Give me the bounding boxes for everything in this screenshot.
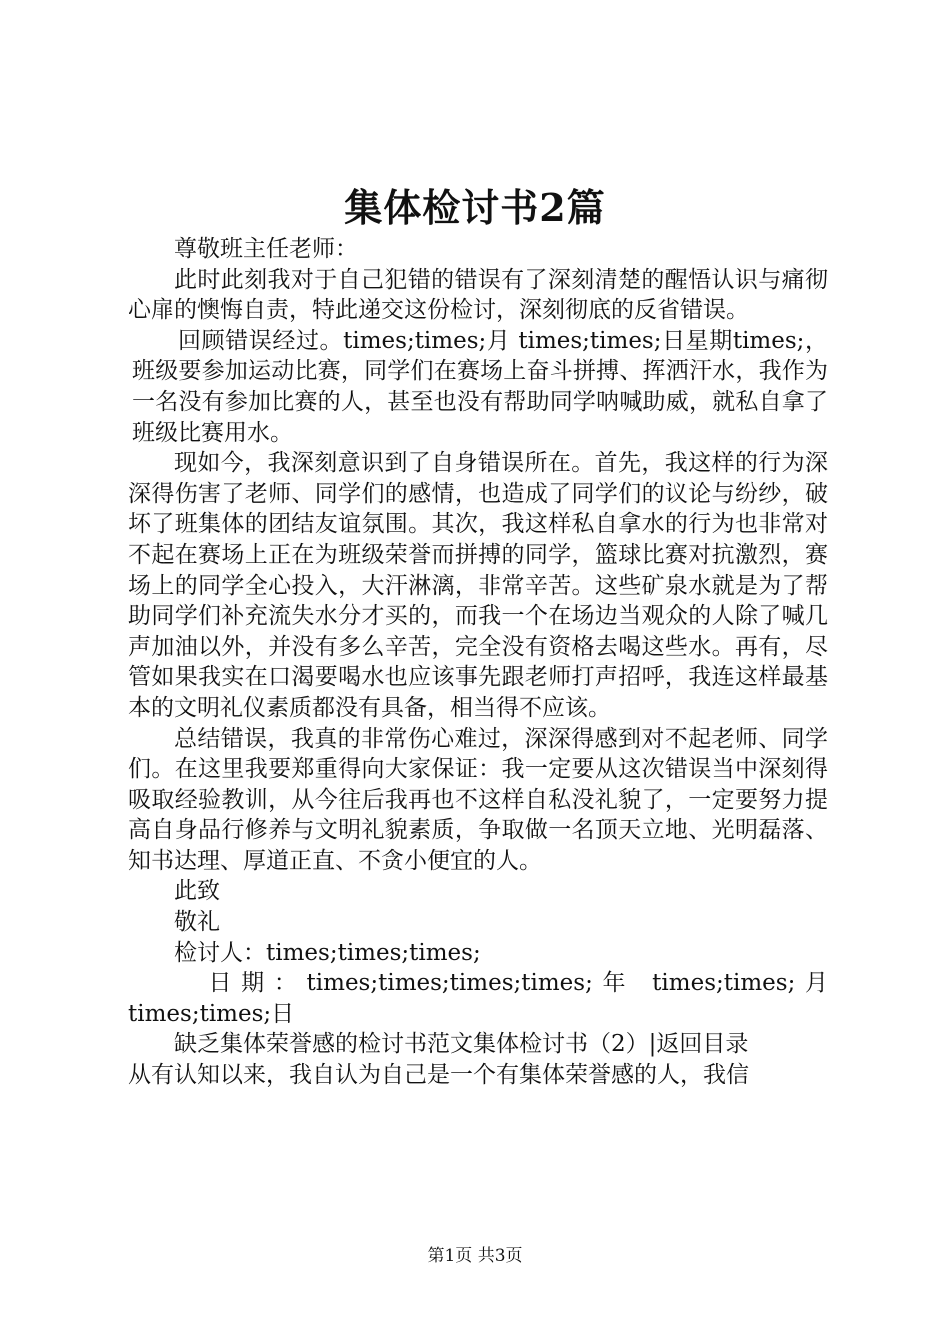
salutation: 尊敬班主任老师： [174,236,358,262]
closing-cizhi: 此致 [174,878,220,905]
continuation-line: 从有认知以来，我自认为自己是一个有集体荣誉感的人，我信 [128,1062,749,1089]
closing-jingli: 敬礼 [174,909,220,936]
page-footer: 第1页 共3页 [427,1246,523,1266]
section-heading-link[interactable]: 缺乏集体荣誉感的检讨书范文集体检讨书（2）|返回目录 [174,1031,749,1058]
paragraph-review: 回顾错误经过。times;times;月 times;times;日星期times;，班级要参加运动比赛，同学们在赛场上奋斗拼搏、挥洒汗水，我作为一名没有参加比赛的人，甚至也没有帮助同学呐喊助威，就私自拿了班级比赛用水。 [132,327,828,446]
document-title: 集体检讨书2篇 [344,185,606,230]
paragraph-intro: 此时此刻我对于自己犯错的错误有了深刻清楚的醒悟认识与痛彻心扉的懊悔自责，特此递交这份检讨，深刻彻底的反省错误。 [128,266,828,324]
signature-line: 检讨人：times;times;times; [174,939,481,966]
paragraph-reflection: 现如今，我深刻意识到了自身错误所在。首先，我这样的行为深深得伤害了老师、同学们的感情，也造成了同学们的议论与纷纱，破坏了班集体的团结友谊氛围。其次，我这样私自拿水的行为也非常对不起在赛场上正在为班级荣誉而拼搏的同学，篮球比赛对抗激烈，赛场上的同学全心投入，大汗淋漓，非常辛苦。这些矿泉水就是为了帮助同学们补充流失水分才买的，而我一个在场边当观众的人除了喊几声加油以外，并没有多么辛苦，完全没有资格去喝这些水。再有，尽管如果我实在口渴要喝水也应该事先跟老师打声招呼，我连这样最基本的文明礼仪素质都没有具备，相当得不应该。 [128,450,828,721]
document-body [128,234,828,1091]
date-line: 日期：times;times;times;times;年 times;times;月times;times;日 [128,970,828,1027]
paragraph-summary: 总结错误，我真的非常伤心难过，深深得感到对不起老师、同学们。在这里我要郑重得向大家保证：我一定要从这次错误当中深刻得吸取经验教训，从今往后我再也不这样自私没礼貌了，一定要努力提高自身品行修养与文明礼貌素质，争取做一名顶天立地、光明磊落、知书达理、厚道正直、不贪小便宜的人。 [128,725,828,874]
